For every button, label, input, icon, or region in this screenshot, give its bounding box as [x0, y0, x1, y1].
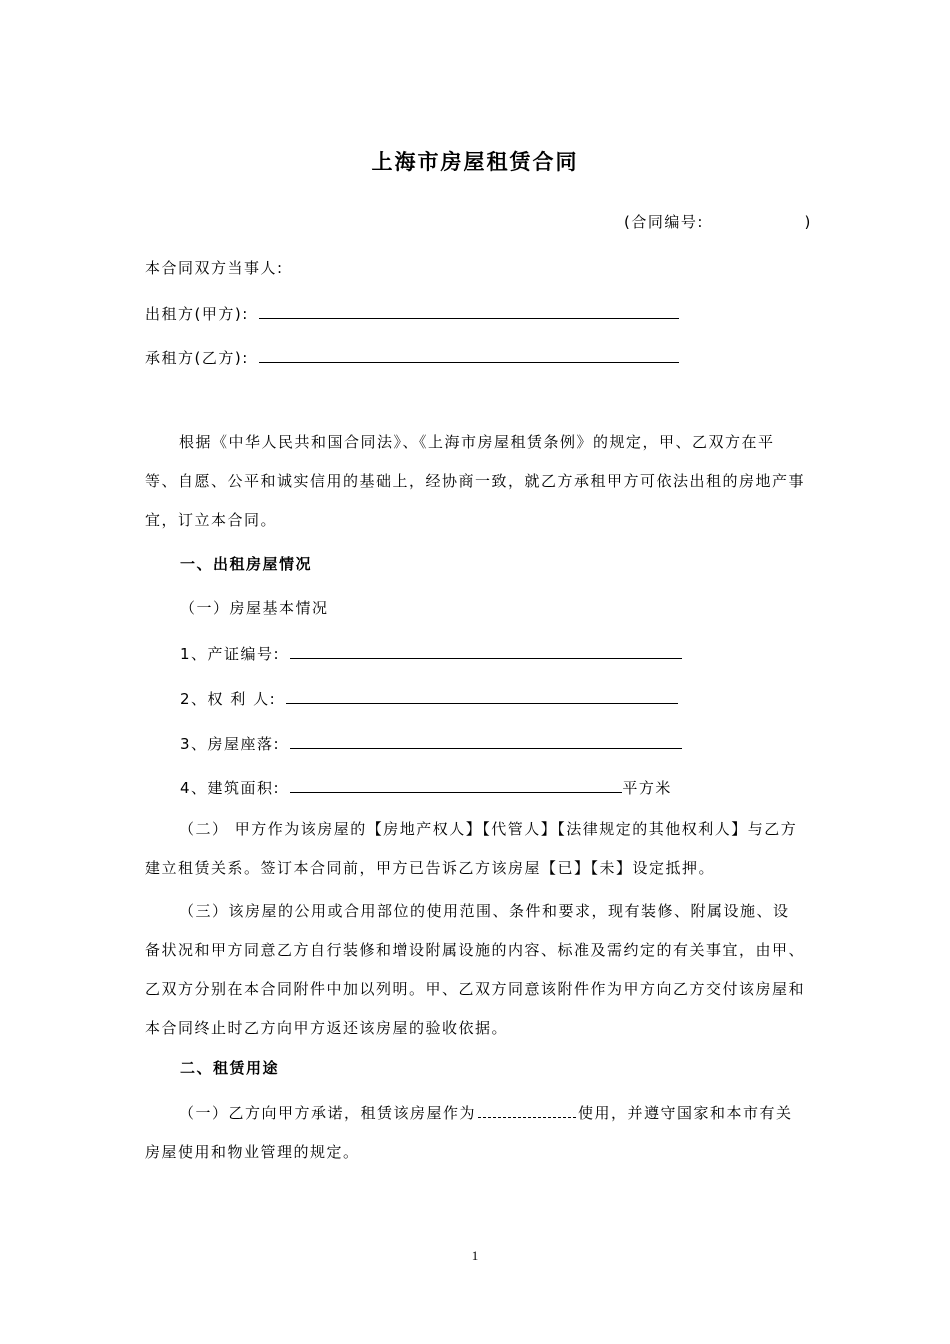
item3-blank[interactable] [290, 732, 682, 749]
s2-sub1-paragraph [145, 1094, 805, 1172]
s1-sub3-paragraph [145, 892, 805, 1048]
lessee-line [145, 346, 679, 368]
preamble-text: 根据《中华人民共和国合同法》、《上海市房屋租赁条例》的规定，甲、乙双方在平等、自愿、公平和诚实信用的基础上，经协商一致，就乙方承租甲方可依法出租的房地产事宜，订立本合同。 [145, 433, 806, 529]
s1-sub2-paragraph [145, 810, 805, 888]
item4-line [180, 776, 672, 798]
item3-line [180, 732, 682, 754]
section1-title: 一、出租房屋情况 [180, 555, 313, 573]
section2-title: 二、租赁用途 [180, 1059, 280, 1077]
item4-label: 4、建筑面积: [180, 779, 281, 797]
s2-sub1-b: 使用，并遵守国家和本市有关房屋使用和物业管理的规定。 [145, 1104, 793, 1161]
s2-sub1-a: （一）乙方向甲方承诺，租赁该房屋作为 [179, 1104, 477, 1122]
document-title: 上海市房屋租赁合同 [371, 150, 579, 174]
preamble-paragraph [145, 423, 805, 540]
item2-blank[interactable] [286, 687, 678, 704]
item3-label: 3、房屋座落: [180, 735, 281, 753]
lessee-label: 承租方(乙方): [145, 349, 249, 367]
item1-line [180, 642, 682, 664]
lessor-label: 出租方(甲方): [145, 305, 249, 323]
s1-sub3-text: （三）该房屋的公用或合用部位的使用范围、条件和要求，现有装修、附属设施、设备状况和甲方同意乙方自行装修和增设附属设施的内容、标准及需约定的有关事宜，由甲、乙双方分别在本合同附件中加以列明。甲、乙双方同意该附件作为甲方向乙方交付该房屋和本合同终止时乙方向甲方返还该房屋的验收依据。 [145, 902, 806, 1037]
page-number: 1 [471, 1248, 479, 1263]
s2-sub1-text [145, 1094, 805, 1172]
contract-number-close: ) [804, 213, 812, 231]
item4-unit: 平方米 [622, 779, 672, 797]
item2-line [180, 687, 678, 709]
s1-sub1: （一）房屋基本情况 [180, 599, 329, 617]
item1-label: 1、产证编号: [180, 645, 281, 663]
contract-number-label: (合同编号: [624, 213, 704, 231]
lessor-blank[interactable] [259, 302, 679, 319]
item2-label: 2、权 利 人: [180, 690, 277, 708]
usage-blank[interactable] [478, 1102, 576, 1118]
lessor-line [145, 302, 679, 324]
parties-intro: 本合同双方当事人: [145, 259, 284, 277]
item1-blank[interactable] [290, 642, 682, 659]
s1-sub2-text: （二） 甲方作为该房屋的【房地产权人】【代管人】【法律规定的其他权利人】与乙方建立租赁关系。签订本合同前，甲方已告诉乙方该房屋【已】【未】设定抵押。 [145, 820, 798, 877]
contract-number [624, 212, 812, 232]
item4-blank[interactable] [290, 776, 622, 793]
lessee-blank[interactable] [259, 346, 679, 363]
